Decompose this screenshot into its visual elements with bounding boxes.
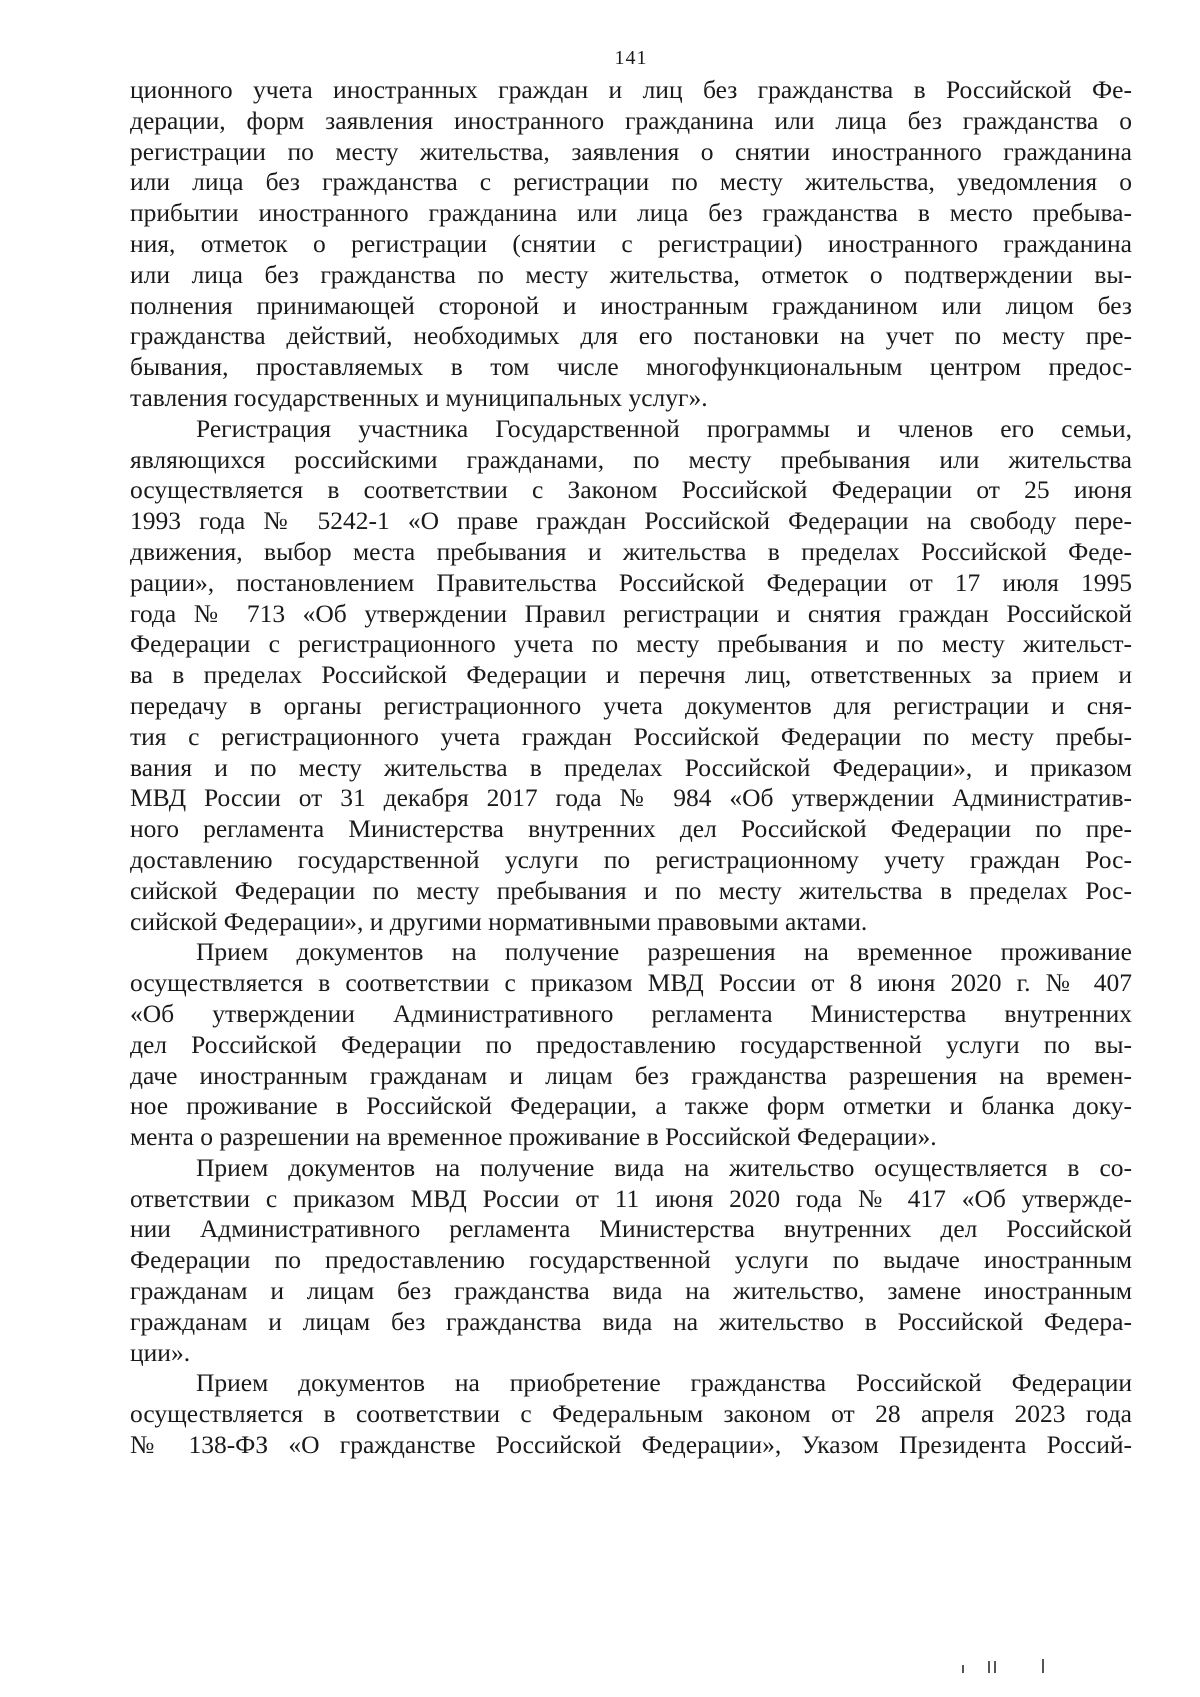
text-line: Регистрация участника Государственной программы и членов его семьи, (196, 413, 1132, 443)
text-line: полнения принимающей стороной и иностранным гражданином или лицом без (130, 290, 1132, 320)
document-page (130, 0, 1132, 1697)
text-line: тавления государственных и муниципальных услуг». (130, 382, 708, 412)
text-line: ции». (130, 1337, 191, 1367)
text-line: являющихся российскими гражданами, по месту пребывания или жительства (130, 444, 1132, 474)
scan-artifact-marks (942, 1653, 1062, 1673)
paragraph-1 (130, 75, 1132, 414)
text-line: бывания, проставляемых в том числе многофункциональным центром предос- (130, 352, 1132, 382)
text-line: или лица без гражданства с регистрации по месту жительства, уведомления о (130, 167, 1132, 197)
text-line: Федерации с регистрационного учета по месту пребывания и по месту жительст- (130, 629, 1132, 659)
text-line: даче иностранным гражданам и лицам без гражданства разрешения на времен- (130, 1060, 1132, 1090)
text-line: вания и по месту жительства в пределах Российской Федерации», и приказом (130, 752, 1132, 782)
text-line: осуществляется в соответствии с приказом МВД России от 8 июня 2020 г. № 407 (130, 968, 1132, 998)
paragraph-2 (130, 414, 1132, 938)
document-body (130, 75, 1132, 1461)
text-line: 1993 года № 5242-1 «О праве граждан Российской Федерации на свободу пере- (130, 506, 1132, 536)
text-line: осуществляется в соответствии с Законом Российской Федерации от 25 июня (130, 475, 1132, 505)
text-line: осуществляется в соответствии с Федеральным законом от 28 апреля 2023 года (130, 1399, 1132, 1429)
text-line: ционного учета иностранных граждан и лиц без гражданства в Российской Фе- (130, 75, 1132, 104)
text-line: сийской Федерации по месту пребывания и по месту жительства в пределах Рос- (130, 875, 1132, 905)
text-line: гражданам и лицам без гражданства вида на жительство, замене иностранным (130, 1276, 1132, 1306)
text-line: тия с регистрационного учета граждан Российской Федерации по месту пребы- (130, 721, 1132, 751)
text-line: ва в пределах Российской Федерации и перечня лиц, ответственных за прием и (130, 660, 1132, 690)
text-line: «Об утверждении Административного регламента Министерства внутренних (130, 998, 1132, 1028)
text-line: дел Российской Федерации по предоставлению государственной услуги по вы- (130, 1029, 1132, 1059)
text-line: регистрации по месту жительства, заявления о снятии иностранного гражданина (130, 136, 1132, 166)
text-line: Прием документов на получение разрешения на временное проживание (196, 937, 1132, 967)
text-line: ния, отметок о регистрации (снятии с регистрации) иностранного гражданина (130, 228, 1132, 258)
text-line: № 138-ФЗ «О гражданстве Российской Федерации», Указом Президента Россий- (130, 1430, 1132, 1460)
text-line: года № 713 «Об утверждении Правил регистрации и снятия граждан Российской (130, 598, 1132, 628)
text-line: или лица без гражданства по месту жительства, отметок о подтверждении вы- (130, 259, 1132, 289)
text-line: ное проживание в Российской Федерации, а также форм отметки и бланка доку- (130, 1091, 1132, 1121)
text-line: нии Административного регламента Министерства внутренних дел Российской (130, 1214, 1132, 1244)
text-line: сийской Федерации», и другими нормативными правовыми актами. (130, 906, 868, 936)
text-line: доставлению государственной услуги по регистрационному учету граждан Рос- (130, 844, 1132, 874)
text-line: передачу в органы регистрационного учета документов для регистрации и сня- (130, 690, 1132, 720)
text-line: Федерации по предоставлению государственной услуги по выдаче иностранным (130, 1245, 1132, 1275)
text-line: гражданства действий, необходимых для его постановки на учет по месту пре- (130, 321, 1132, 351)
text-line: мента о разрешении на временное проживание в Российской Федерации». (130, 1122, 937, 1152)
text-line: ответствии с приказом МВД России от 11 июня 2020 года № 417 «Об утвержде- (130, 1183, 1132, 1213)
text-line: ного регламента Министерства внутренних дел Российской Федерации по пре- (130, 814, 1132, 844)
text-line: рации», постановлением Правительства Российской Федерации от 17 июля 1995 (130, 567, 1132, 597)
text-line: Прием документов на приобретение гражданства Российской Федерации (196, 1368, 1132, 1398)
paragraph-4 (130, 1153, 1132, 1369)
page-number: 141 (614, 47, 648, 69)
text-line: движения, выбор места пребывания и жительства в пределах Российской Феде- (130, 536, 1132, 566)
text-line: Прием документов на получение вида на жительство осуществляется в со- (196, 1152, 1132, 1182)
text-line: гражданам и лицам без гражданства вида на жительство в Российской Федера- (130, 1306, 1132, 1336)
paragraph-5 (130, 1368, 1132, 1460)
text-line: прибытии иностранного гражданина или лица без гражданства в место пребыва- (130, 198, 1132, 228)
text-line: МВД России от 31 декабря 2017 года № 984 «Об утверждении Административ- (130, 783, 1132, 813)
text-line: дерации, форм заявления иностранного гражданина или лица без гражданства о (130, 105, 1132, 135)
paragraph-3 (130, 937, 1132, 1153)
